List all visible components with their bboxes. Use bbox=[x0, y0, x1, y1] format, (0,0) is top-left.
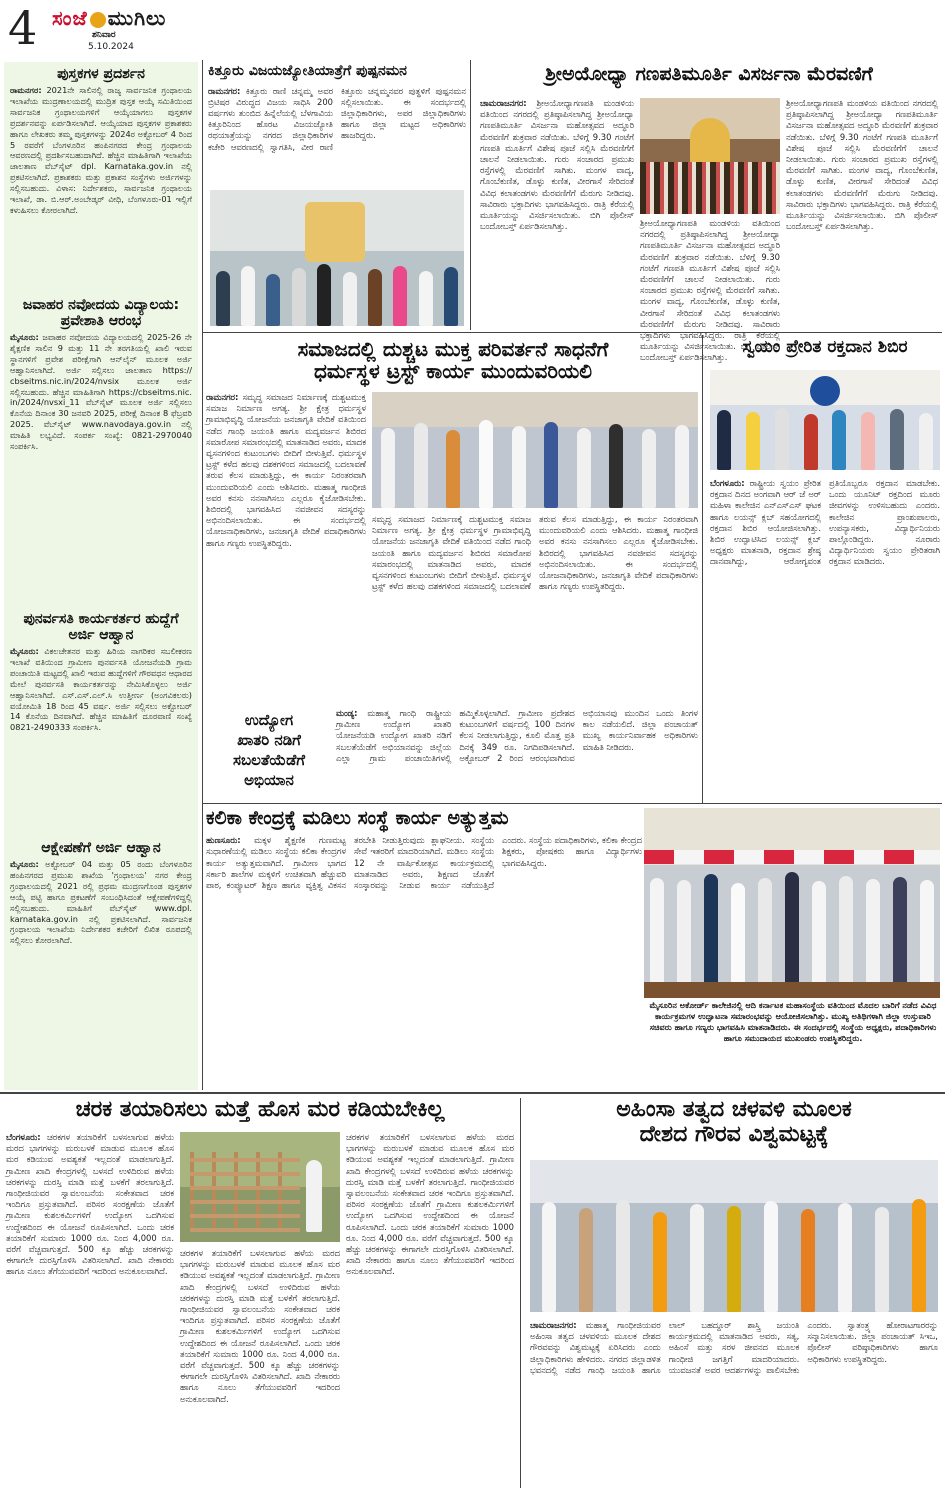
headline-line2: ದೇಶದ ಗೌರವ ವಿಶ್ವಮಟ್ಟಕ್ಕೆ bbox=[639, 1121, 829, 1147]
headline-line4: ಅಭಿಯಾನ bbox=[244, 771, 294, 789]
story-ahimsa bbox=[526, 1098, 942, 1488]
newspaper-logo bbox=[52, 6, 166, 30]
section-rule bbox=[202, 332, 942, 333]
article-text bbox=[710, 478, 940, 798]
headline-line2: ಖಾತರಿ ನಡಿಗೆ bbox=[237, 731, 301, 749]
sidebar-story4-body bbox=[4, 859, 198, 1059]
headline: ಚರಕ ತಯಾರಿಸಲು ಮತ್ತೆ ಹೊಸ ಮರ ಕಡಿಯಬೇಕಿಲ್ಲ bbox=[75, 1097, 445, 1122]
article-body: ಶ್ರೀಅಯೋಧ್ಯಾಗಣಪತಿ ಮಂಡಳಿಯ ವತಿಯಿಂದ ನಗರದಲ್ಲಿ ಪ್ರತಿಷ್ಠಾಪಿಸಲಾಗಿದ್ದ ಶ್ರೀಅಯೋಧ್ಯಾ ಗಣಪತಿಮೂರ್ತಿ ವಿಸರ್ಜನಾ ಮಹೋತ್ಸವದ ಅದ್ಧೂರಿ ಮೆರವಣಿಗೆ ಶುಕ್ರವಾರ ನಡೆಯಿತು. ಬೆಳಿಗ್ಗೆ 9.30 ಗಂಟೆಗೆ ಗಣಪತಿ ಮೂರ್ತಿಗೆ ವಿಶೇಷ ಪೂಜೆ ಸಲ್ಲಿಸಿ ಮೆರವಣಿಗೆಗೆ ಚಾಲನೆ ನೀಡಲಾಯಿತು. ಗುರು ಸಂಚಾರದ ಪ್ರಮುಖ ರಸ್ತೆಗಳಲ್ಲಿ ಮೆರವಣಿಗೆ ಸಾಗಿತು. ಮಂಗಳ ವಾದ್ಯ, ಗೊಂಬೆಕುಣಿತ, ಡೊಳ್ಳು ಕುಣಿತ, ವೀರಗಾಸೆ ಸೇರಿದಂತೆ ವಿವಿಧ ಕಲಾತಂಡಗಳು ಮೆರವಣಿಗೆಗೆ ಮೆರುಗು ನೀಡಿದವು. ಸಾವಿರಾರು ಭಕ್ತಾದಿಗಳು ಭಾಗವಹಿಸಿದ್ದರು. ರಾತ್ರಿ ಕೆರೆಯಲ್ಲಿ ಮೂರ್ತಿಯನ್ನು ವಿಸರ್ಜಿಸಲಾಯಿತು. ಬಿಗಿ ಪೊಲೀಸ್ ಬಂದೋಬಸ್ತ್ ಏರ್ಪಡಿಸಲಾಗಿತ್ತು. bbox=[480, 98, 634, 232]
article-body-continued: ಶ್ರೀಅಯೋಧ್ಯಾಗಣಪತಿ ಮಂಡಳಿಯ ವತಿಯಿಂದ ನಗರದಲ್ಲಿ ಪ್ರತಿಷ್ಠಾಪಿಸಲಾಗಿದ್ದ ಶ್ರೀಅಯೋಧ್ಯಾ ಗಣಪತಿಮೂರ್ತಿ ವಿಸರ್ಜನಾ ಮಹೋತ್ಸವದ ಅದ್ಧೂರಿ ಮೆರವಣಿಗೆ ಶುಕ್ರವಾರ ನಡೆಯಿತು. ಬೆಳಿಗ್ಗೆ 9.30 ಗಂಟೆಗೆ ಗಣಪತಿ ಮೂರ್ತಿಗೆ ವಿಶೇಷ ಪೂಜೆ ಸಲ್ಲಿಸಿ ಮೆರವಣಿಗೆಗೆ ಚಾಲನೆ ನೀಡಲಾಯಿತು. ಗುರು ಸಂಚಾರದ ಪ್ರಮುಖ ರಸ್ತೆಗಳಲ್ಲಿ ಮೆರವಣಿಗೆ ಸಾಗಿತು. ಮಂಗಳ ವಾದ್ಯ, ಗೊಂಬೆಕುಣಿತ, ಡೊಳ್ಳು ಕುಣಿತ, ವೀರಗಾಸೆ ಸೇರಿದಂತೆ ವಿವಿಧ ಕಲಾತಂಡಗಳು ಮೆರವಣಿಗೆಗೆ ಮೆರುಗು ನೀಡಿದವು. ಸಾವಿರಾರು ಭಕ್ತಾದಿಗಳು ಭಾಗವಹಿಸಿದ್ದರು. ರಾತ್ರಿ ಕೆರೆಯಲ್ಲಿ ಮೂರ್ತಿಯನ್ನು ವಿಸರ್ಜಿಸಲಾಯಿತು. ಬಿಗಿ ಪೊಲೀಸ್ ಬಂದೋಬಸ್ತ್ ಏರ್ಪಡಿಸಲಾಗಿತ್ತು. bbox=[640, 218, 780, 363]
sidebar-story3-body bbox=[4, 646, 198, 836]
column-rule bbox=[470, 60, 471, 330]
headline: ಸ್ವಯಂ ಪ್ರೇರಿತ ರಕ್ತದಾನ ಶಿಬಿರ bbox=[742, 337, 908, 357]
dateline: ಬೆಂಗಳೂರು: bbox=[710, 478, 745, 488]
section-rule bbox=[0, 1092, 945, 1094]
dateline: ರಾಮನಗರ: bbox=[208, 85, 241, 96]
headline-line2: ಧರ್ಮಸ್ಥಳ ಟ್ರಸ್ಟ್ ಕಾರ್ಯ ಮುಂದುವರಿಯಲಿ bbox=[313, 359, 593, 384]
news-photo-dharmasthala bbox=[372, 392, 698, 508]
sidebar-story1-body bbox=[4, 85, 198, 293]
article-text-right bbox=[372, 514, 698, 698]
article-text-bottom bbox=[640, 218, 780, 363]
left-sidebar bbox=[4, 62, 198, 1090]
news-photo-ahimsa bbox=[530, 1160, 938, 1312]
logo-part2: ಮುಗಿಲು bbox=[107, 6, 167, 30]
article-body: ಕಿತ್ತೂರು ರಾಣಿ ಚನ್ನಮ್ಮ ಅವರ ಬ್ರಿಟಿಷರ ವಿರುದ್ಧದ ವಿಜಯ ಸಾಧಿಸಿ 200 ವರ್ಷಗಳು ತುಂಬಿದ ಹಿನ್ನೆಲೆಯಲ್ಲಿ ಬೆಳಗಾವಿಯ ಕಿತ್ತೂರಿನಿಂದ ಹೊರಟ ವಿಜಯಜ್ಯೋತಿ ರಥಯಾತ್ರೆಯನ್ನು ನಗರದ ಜಿಲ್ಲಾಧಿಕಾರಿಗಳ ಕಚೇರಿ ಆವರಣದಲ್ಲಿ ಸ್ವಾಗತಿಸಿ, ವೀರ ರಾಣಿ ಕಿತ್ತೂರು ಚನ್ನಮ್ಮನವರ ಪುತ್ಥಳಿಗೆ ಪುಷ್ಪನಮನ ಸಲ್ಲಿಸಲಾಯಿತು. ಈ ಸಂದರ್ಭದಲ್ಲಿ ಜಿಲ್ಲಾಧಿಕಾರಿಗಳು, ಅಪರ ಜಿಲ್ಲಾಧಿಕಾರಿಗಳು ಹಾಗೂ ಜಿಲ್ಲಾ ಮಟ್ಟದ ಅಧಿಕಾರಿಗಳು ಹಾಜರಿದ್ದರು. bbox=[208, 85, 466, 152]
news-photo-kittur bbox=[210, 190, 464, 326]
news-photo-procession bbox=[640, 98, 780, 214]
article-text: 2021ನೇ ಸಾಲಿನಲ್ಲಿ ರಾಜ್ಯ ಸಾರ್ವಜನಿಕ ಗ್ರಂಥಾಲಯ ಇಲಾಖೆಯ ಮುದ್ರಣಾಲಯದಲ್ಲಿ ಮುದ್ರಿತ ಪುಸ್ತಕ ಆಯ್ಕೆ ಸಮಿತಿಯಿಂದ ಸಾರ್ವಜನಿಕ ಗ್ರಂಥಾಲಯಗಳಿಗೆ ಆಯ್ಕೆಯಾಗಲು ಪುಸ್ತಕಗಳ ಪ್ರದರ್ಶನವನ್ನು ಏರ್ಪಡಿಸಲಾಗಿದೆ. ಆಯ್ಕೆಯಾದ ಪುಸ್ತಕಗಳ ಪ್ರಕಾಶಕರು ಹಾಗೂ ಲೇಖಕರು ತಮ್ಮ ಪುಸ್ತಕಗಳನ್ನು 2024ರ ಅಕ್ಟೋಬರ್ 4 ರಿಂದ 5 ರವರೆಗೆ ಬೆಂಗಳೂರಿನ ಹಂಪಿನಗರದ ಕೇಂದ್ರ ಗ್ರಂಥಾಲಯ ಆವರಣದಲ್ಲಿ ಪ್ರದರ್ಶಿಸಬಹುದಾಗಿದೆ. ಹೆಚ್ಚಿನ ಮಾಹಿತಿಗಾಗಿ ಇಲಾಖೆಯ ಜಾಲತಾಣ ವೆಬ್‌ಸೈಟ್ dpl. Karnataka.gov.in ನಲ್ಲಿ ಪ್ರಕಟಿಸಲಾಗಿದೆ. ಪ್ರಕಾಶಕರು ಮತ್ತು ಪ್ರಕಾಶನ ಸಂಸ್ಥೆಗಳು ಅರ್ಜಿಗಳನ್ನು ಸಲ್ಲಿಸಬಹುದು. ವಿಳಾಸ: ನಿರ್ದೇಶಕರು, ಸಾರ್ವಜನಿಕ ಗ್ರಂಥಾಲಯ ಇಲಾಖೆ, ಡಾ. ಬಿ.ಆರ್.ಅಂಬೇಡ್ಕರ್ ವೀಧಿ, ಬೆಂಗಳೂರು-01 ಇಲ್ಲಿಗೆ ಕಳುಹಿಸಲು ಕೋರಲಾಗಿದೆ. bbox=[10, 85, 192, 215]
sun-icon bbox=[90, 12, 106, 28]
masthead-day: ಶನಿವಾರ bbox=[92, 30, 116, 40]
news-photo-charaka bbox=[180, 1132, 340, 1242]
logo-part1: ಸಂಜೆ bbox=[52, 6, 88, 30]
sidebar-story3-title: ಪುನರ್ವಸತಿ ಕಾರ್ಯಕರ್ತರ ಹುದ್ದೆಗೆ ಅರ್ಜಿ ಆಹ್ವಾನ bbox=[23, 611, 179, 643]
column-rule bbox=[202, 60, 203, 1090]
headline-line1: ಉದ್ಯೋಗ bbox=[244, 711, 294, 729]
dateline: ಹುಣಸೂರು: bbox=[206, 835, 241, 846]
article-body: ಮಕ್ಕಳ ಶೈಕ್ಷಣಿಕ ಗುಣಮಟ್ಟ ಸುಧಾರಣೆಯಲ್ಲಿ ಮಡಿಲು ಸಂಸ್ಥೆಯ ಕಲಿಕಾ ಕೇಂದ್ರಗಳ ಕಾರ್ಯ ಅತ್ಯುತ್ತಮವಾಗಿದೆ. ಗ್ರಾಮೀಣ ಭಾಗದ ಸರ್ಕಾರಿ ಶಾಲೆಗಳ ಮಕ್ಕಳಿಗೆ ಉಚಿತವಾಗಿ ಹೆಚ್ಚುವರಿ ಪಾಠ, ಕಂಪ್ಯೂಟರ್ ಶಿಕ್ಷಣ ಹಾಗೂ ವ್ಯಕ್ತಿತ್ವ ವಿಕಸನ ತರಬೇತಿ ನೀಡುತ್ತಿರುವುದು ಶ್ಲಾಘನೀಯ. ಸಂಸ್ಥೆಯ ಸೇವೆ ಇತರರಿಗೆ ಮಾದರಿಯಾಗಿದೆ. ಮಡಿಲು ಸಂಸ್ಥೆಯ 12 ನೇ ವಾರ್ಷಿಕೋತ್ಸವ ಕಾರ್ಯಕ್ರಮದಲ್ಲಿ ಮಾತನಾಡಿದ ಅವರು, ಶಿಕ್ಷಣದ ಜೊತೆಗೆ ಸಂಸ್ಕಾರವನ್ನು ನೀಡುವ ಕಾರ್ಯ ನಡೆಯುತ್ತಿದೆ ಎಂದರು. ಸಂಸ್ಥೆಯ ಪದಾಧಿಕಾರಿಗಳು, ಕಲಿಕಾ ಕೇಂದ್ರದ ಶಿಕ್ಷಕರು, ಪೋಷಕರು ಹಾಗೂ ವಿದ್ಯಾರ್ಥಿಗಳು ಭಾಗವಹಿಸಿದ್ದರು. bbox=[206, 835, 642, 891]
dateline: ಚಾಮರಾಜನಗರ: bbox=[480, 98, 527, 108]
headline-block bbox=[206, 710, 332, 790]
article-body-continued: ಚರಕಗಳ ತಯಾರಿಕೆಗೆ ಬಳಸಲಾಗುವ ಹಳೆಯ ಮರದ ಭಾಗಗಳನ್ನು ಮರುಬಳಕೆ ಮಾಡುವ ಮೂಲಕ ಹೊಸ ಮರ ಕಡಿಯುವ ಅವಶ್ಯಕತೆ ಇಲ್ಲದಂತೆ ಮಾಡಲಾಗುತ್ತಿದೆ. ಗ್ರಾಮೀಣ ಖಾದಿ ಕೇಂದ್ರಗಳಲ್ಲಿ ಬಳಸದೆ ಉಳಿದಿರುವ ಹಳೆಯ ಚರಕಗಳನ್ನು ದುರಸ್ತಿ ಮಾಡಿ ಮತ್ತೆ ಬಳಕೆಗೆ ತರಲಾಗುತ್ತಿದೆ. ಗಾಂಧೀಜಿಯವರ ಸ್ವಾವಲಂಬನೆಯ ಸಂಕೇತವಾದ ಚರಕ ಇಂದಿಗೂ ಪ್ರಸ್ತುತವಾಗಿದೆ. ಪರಿಸರ ಸಂರಕ್ಷಣೆಯ ಜೊತೆಗೆ ಗ್ರಾಮೀಣ ಕುಶಲಕರ್ಮಿಗಳಿಗೆ ಉದ್ಯೋಗ ಒದಗಿಸುವ ಉದ್ದೇಶದಿಂದ ಈ ಯೋಜನೆ ರೂಪಿಸಲಾಗಿದೆ. ಒಂದು ಚರಕ ತಯಾರಿಕೆಗೆ ಸುಮಾರು 1000 ರೂ. ನಿಂದ 4,000 ರೂ. ವರೆಗೆ ವೆಚ್ಚವಾಗುತ್ತದೆ. 500 ಕ್ಕೂ ಹೆಚ್ಚು ಚರಕಗಳನ್ನು ಈಗಾಗಲೇ ದುರಸ್ತಿಗೊಳಿಸಿ ವಿತರಿಸಲಾಗಿದೆ. ಖಾದಿ ನೇಕಾರರು ಹಾಗೂ ನೂಲು ತೆಗೆಯುವವರಿಗೆ ಇದರಿಂದ ಅನುಕೂಲವಾಗಿದೆ. bbox=[180, 1248, 340, 1404]
article-text: ಅಕ್ಟೋಬರ್ 04 ಮತ್ತು 05 ರಂದು ಬೆಂಗಳೂರಿನ ಹಂಪಿನಗರದ ಪ್ರಮುಖ ಶಾಖೆಯ 'ಗ್ರಂಥಾಲಯ' ನಗರ ಕೇಂದ್ರ ಗ್ರಂಥಾಲಯದಲ್ಲಿ 2021 ರಲ್ಲಿ ಪ್ರಥಮ ಮುದ್ರಣಗೊಂಡ ಪುಸ್ತಕಗಳ ಆಯ್ಕೆ ಪಟ್ಟಿ ಹಾಗೂ ಪ್ರಕಟಣೆಗೆ ಸಂಬಂಧಿಸಿದಂತೆ ಆಕ್ಷೇಪಣೆಗಳಿದ್ದಲ್ಲಿ ಸಲ್ಲಿಸಬಹುದು. ಮಾಹಿತಿಗೆ ವೆಬ್‌ಸೈಟ್ www.dpl. karnataka.gov.in ನಲ್ಲಿ ಪ್ರಕಟಿಸಲಾಗಿದೆ. ಸಾರ್ವಜನಿಕ ಗ್ರಂಥಾಲಯ ಇಲಾಖೆಯ ನಿರ್ದೇಶಕರ ಕಚೇರಿಗೆ ಲಿಖಿತ ರೂಪದಲ್ಲಿ ಸಲ್ಲಿಸಲು ಕೋರಲಾಗಿದೆ. bbox=[10, 859, 192, 946]
dateline: ಮೈಸೂರು: bbox=[10, 332, 39, 342]
story-blood-donation bbox=[708, 338, 942, 800]
headline: ಶ್ರೀಅಯೋಧ್ಯಾ ಗಣಪತಿಮೂರ್ತಿ ವಿಸರ್ಜನಾ ಮೆರವಣಿಗೆ bbox=[545, 63, 873, 85]
page-number: 4 bbox=[8, 1, 38, 55]
headline-line1: ಸಮಾಜದಲ್ಲಿ ದುಶ್ಚಟ ಮುಕ್ತ ಪರಿವರ್ತನೆ ಸಾಧನೆಗೆ bbox=[297, 337, 609, 361]
sidebar-story1-title: ಪುಸ್ತಕಗಳ ಪ್ರದರ್ಶನ bbox=[57, 66, 145, 82]
article-text: ಜವಾಹರ ನವೋದಯ ವಿದ್ಯಾಲಯದಲ್ಲಿ 2025-26 ನೇ ಶೈಕ್ಷಣಿಕ ಸಾಲಿನ 9 ಮತ್ತು 11 ನೇ ತರಗತಿಯಲ್ಲಿ ಖಾಲಿ ಇರುವ ಸ್ಥಾನಗಳಿಗೆ ಪ್ರವೇಶ ಪರೀಕ್ಷೆಗಾಗಿ ಆನ್‌ಲೈನ್ ಮೂಲಕ ಅರ್ಜಿ ಆಹ್ವಾನಿಸಲಾಗಿದೆ. ಅರ್ಜಿ ಸಲ್ಲಿಸಲು ಜಾಲತಾಣ https:// cbseitms.nic.in/2024/nvsix ಮೂಲಕ ಅರ್ಜಿ ಸಲ್ಲಿಸಬಹುದು. ಹೆಚ್ಚಿನ ಮಾಹಿತಿಗಾಗಿ https://cbseitms.nic. in/2024/nvsxi_11 ವೆಬ್‌ಸೈಟ್ ಮೂಲಕ ಅರ್ಜಿ ಸಲ್ಲಿಸಲು ಕೊನೆಯ ದಿನಾಂಕ 30 ಜನವರಿ 2025, ಪರೀಕ್ಷೆ ದಿನಾಂಕ 8 ಫೆಬ್ರವರಿ 2025. ವೆಬ್‌ಸೈಟ್ www.navodaya.gov.in ನಲ್ಲಿ ಮಾಹಿತಿ ಲಭ್ಯವಿದೆ. ಸಂಪರ್ಕ ಸಂಖ್ಯೆ: 0821-2970040 ಸಂಪರ್ಕಿಸಿ. bbox=[10, 332, 192, 452]
article-body: ಸಮೃದ್ಧ ಸಮಾಜದ ನಿರ್ಮಾಣಕ್ಕೆ ದುಶ್ಚಟಮುಕ್ತ ಸಮಾಜ ನಿರ್ಮಾಣ ಅಗತ್ಯ. ಶ್ರೀ ಕ್ಷೇತ್ರ ಧರ್ಮಸ್ಥಳ ಗ್ರಾಮಾಭಿವೃದ್ಧಿ ಯೋಜನೆಯ ಜನಜಾಗೃತಿ ವೇದಿಕೆ ವತಿಯಿಂದ ನಡೆದ ಗಾಂಧಿ ಜಯಂತಿ ಹಾಗೂ ಮದ್ಯವರ್ಜನ ಶಿಬಿರದ ಸಮಾರೋಪ ಸಮಾರಂಭದಲ್ಲಿ ಮಾತನಾಡಿದ ಅವರು, ಮಾದಕ ವ್ಯಸನಗಳಿಂದ ಕುಟುಂಬಗಳು ಬೀದಿಗೆ ಬೀಳುತ್ತಿವೆ. ಧರ್ಮಸ್ಥಳ ಟ್ರಸ್ಟ್ ಕಳೆದ ಹಲವು ದಶಕಗಳಿಂದ ಸಮಾಜದಲ್ಲಿ ಬದಲಾವಣೆ ತರುವ ಕೆಲಸ ಮಾಡುತ್ತಿದ್ದು, ಈ ಕಾರ್ಯ ನಿರಂತರವಾಗಿ ಮುಂದುವರಿಯಲಿ ಎಂದು ಆಶಿಸಿದರು. ಮಹಾತ್ಮ ಗಾಂಧೀಜಿ ಅವರ ಕನಸು ನನಸಾಗಿಸಲು ಎಲ್ಲರೂ ಕೈಜೋಡಿಸಬೇಕು. ಶಿಬಿರದಲ್ಲಿ ಭಾಗವಹಿಸಿದ ನವಜೀವನ ಸದಸ್ಯರನ್ನು ಅಭಿನಂದಿಸಲಾಯಿತು. ಈ ಸಂದರ್ಭದಲ್ಲಿ ಯೋಜನಾಧಿಕಾರಿಗಳು, ಜನಜಾಗೃತಿ ವೇದಿಕೆ ಪದಾಧಿಕಾರಿಗಳು ಹಾಗೂ ಗಣ್ಯರು ಉಪಸ್ಥಿತರಿದ್ದರು. bbox=[206, 392, 366, 548]
sidebar-story4-title: ಆಕ್ಷೇಪಣೆಗೆ ಅರ್ಜಿ ಆಹ್ವಾನ bbox=[41, 840, 161, 856]
story-dharmasthala bbox=[206, 338, 700, 700]
dateline: ರಾಮನಗರ: bbox=[206, 392, 239, 402]
article-body: ರಾಷ್ಟ್ರೀಯ ಸ್ವಯಂ ಪ್ರೇರಿತ ರಕ್ತದಾನ ದಿನದ ಅಂಗವಾಗಿ ಆರ್ ಜೆ ಅರ್ ಮಹಿಳಾ ಕಾಲೇಜಿನ ಎನ್‌ಎಸ್‌ಎಸ್ ಘಟಕ ಹಾಗೂ ಲಯನ್ಸ್ ಕ್ಲಬ್ ಸಹಯೋಗದಲ್ಲಿ ರಕ್ತದಾನ ಶಿಬಿರ ಆಯೋಜಿಸಲಾಗಿತ್ತು. ಶಿಬಿರ ಉದ್ಘಾಟಿಸಿದ ಲಯನ್ಸ್ ಕ್ಲಬ್ ಅಧ್ಯಕ್ಷರು ಮಾತನಾಡಿ, ರಕ್ತದಾನ ಶ್ರೇಷ್ಠ ದಾನವಾಗಿದ್ದು, ಆರೋಗ್ಯವಂತ ಪ್ರತಿಯೊಬ್ಬರೂ ರಕ್ತದಾನ ಮಾಡಬೇಕು. ಒಂದು ಯೂನಿಟ್ ರಕ್ತದಿಂದ ಮೂರು ಜೀವಗಳನ್ನು ಉಳಿಸಬಹುದು ಎಂದರು. ಕಾಲೇಜಿನ ಪ್ರಾಂಶುಪಾಲರು, ಉಪನ್ಯಾಸಕರು, ವಿದ್ಯಾರ್ಥಿನಿಯರು ಪಾಲ್ಗೊಂಡಿದ್ದರು. ನೂರಾರು ವಿದ್ಯಾರ್ಥಿನಿಯರು ಸ್ವಯಂ ಪ್ರೇರಿತರಾಗಿ ರಕ್ತದಾನ ಮಾಡಿದರು. bbox=[710, 478, 940, 567]
headline-line1: ಅಹಿಂಸಾ ತತ್ವದ ಚಳವಳಿ ಮೂಲಕ bbox=[616, 1097, 852, 1122]
dateline: ಬೆಂಗಳೂರು: bbox=[6, 1132, 41, 1142]
article-text bbox=[206, 835, 642, 1085]
story-udyoga bbox=[206, 706, 700, 800]
story-kittur bbox=[208, 64, 466, 330]
story-kalika bbox=[206, 808, 642, 1090]
article-body: ಚರಕಗಳ ತಯಾರಿಕೆಗೆ ಬಳಸಲಾಗುವ ಹಳೆಯ ಮರದ ಭಾಗಗಳನ್ನು ಮರುಬಳಕೆ ಮಾಡುವ ಮೂಲಕ ಹೊಸ ಮರ ಕಡಿಯುವ ಅವಶ್ಯಕತೆ ಇಲ್ಲದಂತೆ ಮಾಡಲಾಗುತ್ತಿದೆ. ಗ್ರಾಮೀಣ ಖಾದಿ ಕೇಂದ್ರಗಳಲ್ಲಿ ಬಳಸದೆ ಉಳಿದಿರುವ ಹಳೆಯ ಚರಕಗಳನ್ನು ದುರಸ್ತಿ ಮಾಡಿ ಮತ್ತೆ ಬಳಕೆಗೆ ತರಲಾಗುತ್ತಿದೆ. ಗಾಂಧೀಜಿಯವರ ಸ್ವಾವಲಂಬನೆಯ ಸಂಕೇತವಾದ ಚರಕ ಇಂದಿಗೂ ಪ್ರಸ್ತುತವಾಗಿದೆ. ಪರಿಸರ ಸಂರಕ್ಷಣೆಯ ಜೊತೆಗೆ ಗ್ರಾಮೀಣ ಕುಶಲಕರ್ಮಿಗಳಿಗೆ ಉದ್ಯೋಗ ಒದಗಿಸುವ ಉದ್ದೇಶದಿಂದ ಈ ಯೋಜನೆ ರೂಪಿಸಲಾಗಿದೆ. ಒಂದು ಚರಕ ತಯಾರಿಕೆಗೆ ಸುಮಾರು 1000 ರೂ. ನಿಂದ 4,000 ರೂ. ವರೆಗೆ ವೆಚ್ಚವಾಗುತ್ತದೆ. 500 ಕ್ಕೂ ಹೆಚ್ಚು ಚರಕಗಳನ್ನು ಈಗಾಗಲೇ ದುರಸ್ತಿಗೊಳಿಸಿ ವಿತರಿಸಲಾಗಿದೆ. ಖಾದಿ ನೇಕಾರರು ಹಾಗೂ ನೂಲು ತೆಗೆಯುವವರಿಗೆ ಇದರಿಂದ ಅನುಕೂಲವಾಗಿದೆ. bbox=[6, 1132, 174, 1277]
section-rule bbox=[202, 803, 942, 804]
article-text-right bbox=[786, 98, 938, 326]
article-text bbox=[530, 1320, 938, 1486]
article-body: ಮಹಾತ್ಮ ಗಾಂಧೀಜಿಯವರ ಅಹಿಂಸಾ ತತ್ವದ ಚಳವಳಿಯ ಮೂಲಕ ದೇಶದ ಗೌರವವನ್ನು ವಿಶ್ವಮಟ್ಟಕ್ಕೆ ಏರಿಸಿದರು ಎಂದು ಜಿಲ್ಲಾಧಿಕಾರಿಗಳು ಹೇಳಿದರು. ನಗರದ ಜಿಲ್ಲಾಡಳಿತ ಭವನದಲ್ಲಿ ನಡೆದ ಗಾಂಧಿ ಜಯಂತಿ ಹಾಗೂ ಲಾಲ್ ಬಹದ್ದೂರ್ ಶಾಸ್ತ್ರಿ ಜಯಂತಿ ಕಾರ್ಯಕ್ರಮದಲ್ಲಿ ಮಾತನಾಡಿದ ಅವರು, ಸತ್ಯ, ಅಹಿಂಸೆ ಮತ್ತು ಸರಳ ಜೀವನದ ಮೂಲಕ ಗಾಂಧೀಜಿ ಜಗತ್ತಿಗೆ ಮಾದರಿಯಾದರು. ಯುವಜನತೆ ಅವರ ಆದರ್ಶಗಳನ್ನು ಪಾಲಿಸಬೇಕು ಎಂದರು. ಸ್ವಾತಂತ್ರ್ಯ ಹೋರಾಟಗಾರರನ್ನು ಸನ್ಮಾನಿಸಲಾಯಿತು. ಜಿಲ್ಲಾ ಪಂಚಾಯತ್ ಸಿಇಒ, ಪೊಲೀಸ್ ವರಿಷ್ಠಾಧಿಕಾರಿಗಳು ಹಾಗೂ ಅಧಿಕಾರಿಗಳು ಉಪಸ್ಥಿತರಿದ್ದರು. bbox=[530, 1320, 938, 1375]
headline: ಕಲಿಕಾ ಕೇಂದ್ರಕ್ಕೆ ಮಡಿಲು ಸಂಸ್ಥೆ ಕಾರ್ಯ ಅತ್ಯುತ್ತಮ bbox=[206, 807, 509, 829]
headline: ಕಿತ್ತೂರು ವಿಜಯಜ್ಯೋತಿಯಾತ್ರೆಗೆ ಪುಷ್ಪನಮನ bbox=[208, 63, 407, 79]
article-body-continued: ಶ್ರೀಅಯೋಧ್ಯಾಗಣಪತಿ ಮಂಡಳಿಯ ವತಿಯಿಂದ ನಗರದಲ್ಲಿ ಪ್ರತಿಷ್ಠಾಪಿಸಲಾಗಿದ್ದ ಶ್ರೀಅಯೋಧ್ಯಾ ಗಣಪತಿಮೂರ್ತಿ ವಿಸರ್ಜನಾ ಮಹೋತ್ಸವದ ಅದ್ಧೂರಿ ಮೆರವಣಿಗೆ ಶುಕ್ರವಾರ ನಡೆಯಿತು. ಬೆಳಿಗ್ಗೆ 9.30 ಗಂಟೆಗೆ ಗಣಪತಿ ಮೂರ್ತಿಗೆ ವಿಶೇಷ ಪೂಜೆ ಸಲ್ಲಿಸಿ ಮೆರವಣಿಗೆಗೆ ಚಾಲನೆ ನೀಡಲಾಯಿತು. ಗುರು ಸಂಚಾರದ ಪ್ರಮುಖ ರಸ್ತೆಗಳಲ್ಲಿ ಮೆರವಣಿಗೆ ಸಾಗಿತು. ಮಂಗಳ ವಾದ್ಯ, ಗೊಂಬೆಕುಣಿತ, ಡೊಳ್ಳು ಕುಣಿತ, ವೀರಗಾಸೆ ಸೇರಿದಂತೆ ವಿವಿಧ ಕಲಾತಂಡಗಳು ಮೆರವಣಿಗೆಗೆ ಮೆರುಗು ನೀಡಿದವು. ಸಾವಿರಾರು ಭಕ್ತಾದಿಗಳು ಭಾಗವಹಿಸಿದ್ದರು. ರಾತ್ರಿ ಕೆರೆಯಲ್ಲಿ ಮೂರ್ತಿಯನ್ನು ವಿಸರ್ಜಿಸಲಾಯಿತು. ಬಿಗಿ ಪೊಲೀಸ್ ಬಂದೋಬಸ್ತ್ ಏರ್ಪಡಿಸಲಾಗಿತ್ತು. bbox=[786, 98, 938, 232]
column-rule bbox=[702, 335, 703, 803]
article-text-left bbox=[6, 1132, 174, 1486]
dateline: ರಾಮನಗರ: bbox=[10, 85, 42, 95]
story-charaka bbox=[4, 1098, 516, 1488]
article-text: ವಿಕಲಚೇತನರ ಮತ್ತು ಹಿರಿಯ ನಾಗರಿಕರ ಸಬಲೀಕರಣ ಇಲಾಖೆ ವತಿಯಿಂದ ಗ್ರಾಮೀಣ ಪುನರ್ವಸತಿ ಯೋಜನೆಯಡಿ ಗ್ರಾಮ ಪಂಚಾಯಿತಿ ಮಟ್ಟದಲ್ಲಿ ಖಾಲಿ ಇರುವ ಹುದ್ದೆಗಳಿಗೆ ಗೌರವಧನ ಆಧಾರದ ಮೇಲೆ ಪುನರ್ವಸತಿ ಕಾರ್ಯಕರ್ತರನ್ನು ನೇಮಿಸಿಕೊಳ್ಳಲು ಅರ್ಜಿ ಆಹ್ವಾನಿಸಲಾಗಿದೆ. ಎಸ್.ಎಸ್.ಎಲ್.ಸಿ ಉತ್ತೀರ್ಣ (ಅಂಗವಿಕಲರು) ವಯೋಮಿತಿ 18 ರಿಂದ 45 ವರ್ಷ. ಅರ್ಜಿ ಸಲ್ಲಿಸಲು ಅಕ್ಟೋಬರ್ 14 ಕೊನೆಯ ದಿನವಾಗಿದೆ. ಹೆಚ್ಚಿನ ಮಾಹಿತಿಗೆ ದೂರವಾಣಿ ಸಂಖ್ಯೆ 0821-2490333 ಸಂಪರ್ಕಿಸಿ. bbox=[10, 646, 192, 733]
column-rule bbox=[520, 1098, 521, 1488]
article-body-continued: ಸಮೃದ್ಧ ಸಮಾಜದ ನಿರ್ಮಾಣಕ್ಕೆ ದುಶ್ಚಟಮುಕ್ತ ಸಮಾಜ ನಿರ್ಮಾಣ ಅಗತ್ಯ. ಶ್ರೀ ಕ್ಷೇತ್ರ ಧರ್ಮಸ್ಥಳ ಗ್ರಾಮಾಭಿವೃದ್ಧಿ ಯೋಜನೆಯ ಜನಜಾಗೃತಿ ವೇದಿಕೆ ವತಿಯಿಂದ ನಡೆದ ಗಾಂಧಿ ಜಯಂತಿ ಹಾಗೂ ಮದ್ಯವರ್ಜನ ಶಿಬಿರದ ಸಮಾರೋಪ ಸಮಾರಂಭದಲ್ಲಿ ಮಾತನಾಡಿದ ಅವರು, ಮಾದಕ ವ್ಯಸನಗಳಿಂದ ಕುಟುಂಬಗಳು ಬೀದಿಗೆ ಬೀಳುತ್ತಿವೆ. ಧರ್ಮಸ್ಥಳ ಟ್ರಸ್ಟ್ ಕಳೆದ ಹಲವು ದಶಕಗಳಿಂದ ಸಮಾಜದಲ್ಲಿ ಬದಲಾವಣೆ ತರುವ ಕೆಲಸ ಮಾಡುತ್ತಿದ್ದು, ಈ ಕಾರ್ಯ ನಿರಂತರವಾಗಿ ಮುಂದುವರಿಯಲಿ ಎಂದು ಆಶಿಸಿದರು. ಮಹಾತ್ಮ ಗಾಂಧೀಜಿ ಅವರ ಕನಸು ನನಸಾಗಿಸಲು ಎಲ್ಲರೂ ಕೈಜೋಡಿಸಬೇಕು. ಶಿಬಿರದಲ್ಲಿ ಭಾಗವಹಿಸಿದ ನವಜೀವನ ಸದಸ್ಯರನ್ನು ಅಭಿನಂದಿಸಲಾಯಿತು. ಈ ಸಂದರ್ಭದಲ್ಲಿ ಯೋಜನಾಧಿಕಾರಿಗಳು, ಜನಜಾಗೃತಿ ವೇದಿಕೆ ಪದಾಧಿಕಾರಿಗಳು ಹಾಗೂ ಗಣ್ಯರು ಉಪಸ್ಥಿತರಿದ್ದರು. bbox=[372, 514, 698, 592]
dateline: ಮೈಸೂರು: bbox=[10, 859, 39, 869]
article-text-middle bbox=[180, 1248, 340, 1486]
article-text-left bbox=[480, 98, 634, 326]
headline-line3: ಸಬಲತೆಯೆಡೆಗೆ bbox=[233, 751, 305, 769]
photo-caption-kalika: ಮೈಸೂರಿನ ಅಕೋರ್ಡ್‌ ಕಾಲೇಜಿನಲ್ಲಿ ಆದಿ ಕರ್ನಾಟಕ ಮಹಾಸಂಸ್ಥೆಯ ವತಿಯಿಂದ ಮೊದಲ ಬಾರಿಗೆ ನಡೆದ ವಿವಿಧ ಕಾರ್ಯಕ್ರಮಗಳ ಉದ್ಘಾಟನಾ ಸಮಾರಂಭವನ್ನು ಆಯೋಜಿಸಲಾಗಿತ್ತು. ಮುಖ್ಯ ಅತಿಥಿಗಳಾಗಿ ಜಿಲ್ಲಾ ಉಸ್ತುವಾರಿ ಸಚಿವರು ಹಾಗೂ ಗಣ್ಯರು ಭಾಗವಹಿಸಿ ಮಾತನಾಡಿದರು. ಈ ಸಂದರ್ಭದಲ್ಲಿ ಸಂಸ್ಥೆಯ ಅಧ್ಯಕ್ಷರು, ಪದಾಧಿಕಾರಿಗಳು ಹಾಗೂ ಸಮುದಾಯದ ಮುಖಂಡರು ಉಪಸ್ಥಿತರಿದ್ದರು. bbox=[649, 1000, 937, 1043]
sidebar-story2-title: ಜವಾಹರ ನವೋದಯ ವಿದ್ಯಾಲಯ: ಪ್ರವೇಶಾತಿ ಆರಂಭ bbox=[22, 297, 180, 329]
article-text-left bbox=[206, 392, 366, 698]
article-body-continued: ಚರಕಗಳ ತಯಾರಿಕೆಗೆ ಬಳಸಲಾಗುವ ಹಳೆಯ ಮರದ ಭಾಗಗಳನ್ನು ಮರುಬಳಕೆ ಮಾಡುವ ಮೂಲಕ ಹೊಸ ಮರ ಕಡಿಯುವ ಅವಶ್ಯಕತೆ ಇಲ್ಲದಂತೆ ಮಾಡಲಾಗುತ್ತಿದೆ. ಗ್ರಾಮೀಣ ಖಾದಿ ಕೇಂದ್ರಗಳಲ್ಲಿ ಬಳಸದೆ ಉಳಿದಿರುವ ಹಳೆಯ ಚರಕಗಳನ್ನು ದುರಸ್ತಿ ಮಾಡಿ ಮತ್ತೆ ಬಳಕೆಗೆ ತರಲಾಗುತ್ತಿದೆ. ಗಾಂಧೀಜಿಯವರ ಸ್ವಾವಲಂಬನೆಯ ಸಂಕೇತವಾದ ಚರಕ ಇಂದಿಗೂ ಪ್ರಸ್ತುತವಾಗಿದೆ. ಪರಿಸರ ಸಂರಕ್ಷಣೆಯ ಜೊತೆಗೆ ಗ್ರಾಮೀಣ ಕುಶಲಕರ್ಮಿಗಳಿಗೆ ಉದ್ಯೋಗ ಒದಗಿಸುವ ಉದ್ದೇಶದಿಂದ ಈ ಯೋಜನೆ ರೂಪಿಸಲಾಗಿದೆ. ಒಂದು ಚರಕ ತಯಾರಿಕೆಗೆ ಸುಮಾರು 1000 ರೂ. ನಿಂದ 4,000 ರೂ. ವರೆಗೆ ವೆಚ್ಚವಾಗುತ್ತದೆ. 500 ಕ್ಕೂ ಹೆಚ್ಚು ಚರಕಗಳನ್ನು ಈಗಾಗಲೇ ದುರಸ್ತಿಗೊಳಿಸಿ ವಿತರಿಸಲಾಗಿದೆ. ಖಾದಿ ನೇಕಾರರು ಹಾಗೂ ನೂಲು ತೆಗೆಯುವವರಿಗೆ ಇದರಿಂದ ಅನುಕೂಲವಾಗಿದೆ. bbox=[346, 1132, 514, 1277]
article-body: ಮಹಾತ್ಮ ಗಾಂಧಿ ರಾಷ್ಟ್ರೀಯ ಗ್ರಾಮೀಣ ಉದ್ಯೋಗ ಖಾತರಿ ಯೋಜನೆಯಡಿ ಉದ್ಯೋಗ ಖಾತರಿ ನಡಿಗೆ ಸಬಲತೆಯೆಡೆಗೆ ಅಭಿಯಾನವನ್ನು ಜಿಲ್ಲೆಯ ಎಲ್ಲಾ ಗ್ರಾಮ ಪಂಚಾಯಿತಿಗಳಲ್ಲಿ ಹಮ್ಮಿಕೊಳ್ಳಲಾಗಿದೆ. ಗ್ರಾಮೀಣ ಪ್ರದೇಶದ ಕುಟುಂಬಗಳಿಗೆ ವರ್ಷದಲ್ಲಿ 100 ದಿನಗಳ ಕೆಲಸ ನೀಡಲಾಗುತ್ತಿದ್ದು, ಕೂಲಿ ಮೊತ್ತ ಪ್ರತಿ ದಿನಕ್ಕೆ 349 ರೂ. ನಿಗದಿಪಡಿಸಲಾಗಿದೆ. ಅಕ್ಟೋಬರ್ 2 ರಿಂದ ಆರಂಭವಾಗಿರುವ ಅಭಿಯಾನವು ಮುಂದಿನ ಒಂದು ತಿಂಗಳ ಕಾಲ ನಡೆಯಲಿದೆ. ಜಿಲ್ಲಾ ಪಂಚಾಯತ್ ಮುಖ್ಯ ಕಾರ್ಯನಿರ್ವಾಹಕ ಅಧಿಕಾರಿಗಳು ಮಾಹಿತಿ ನೀಡಿದರು. bbox=[336, 708, 698, 763]
masthead-date: 5.10.2024 bbox=[88, 42, 134, 52]
news-photo-blood-camp bbox=[710, 370, 940, 470]
masthead bbox=[0, 0, 945, 58]
dateline: ಮಂಡ್ಯ: bbox=[336, 708, 358, 718]
article-text bbox=[336, 708, 698, 798]
dateline: ಮೈಸೂರು: bbox=[10, 646, 39, 656]
sidebar-story2-body bbox=[4, 332, 198, 607]
article-text-right bbox=[346, 1132, 514, 1486]
dateline: ಚಾಮರಾಜನಗರ: bbox=[530, 1320, 577, 1330]
news-photo-kalika bbox=[644, 808, 940, 998]
article-text bbox=[208, 86, 466, 196]
